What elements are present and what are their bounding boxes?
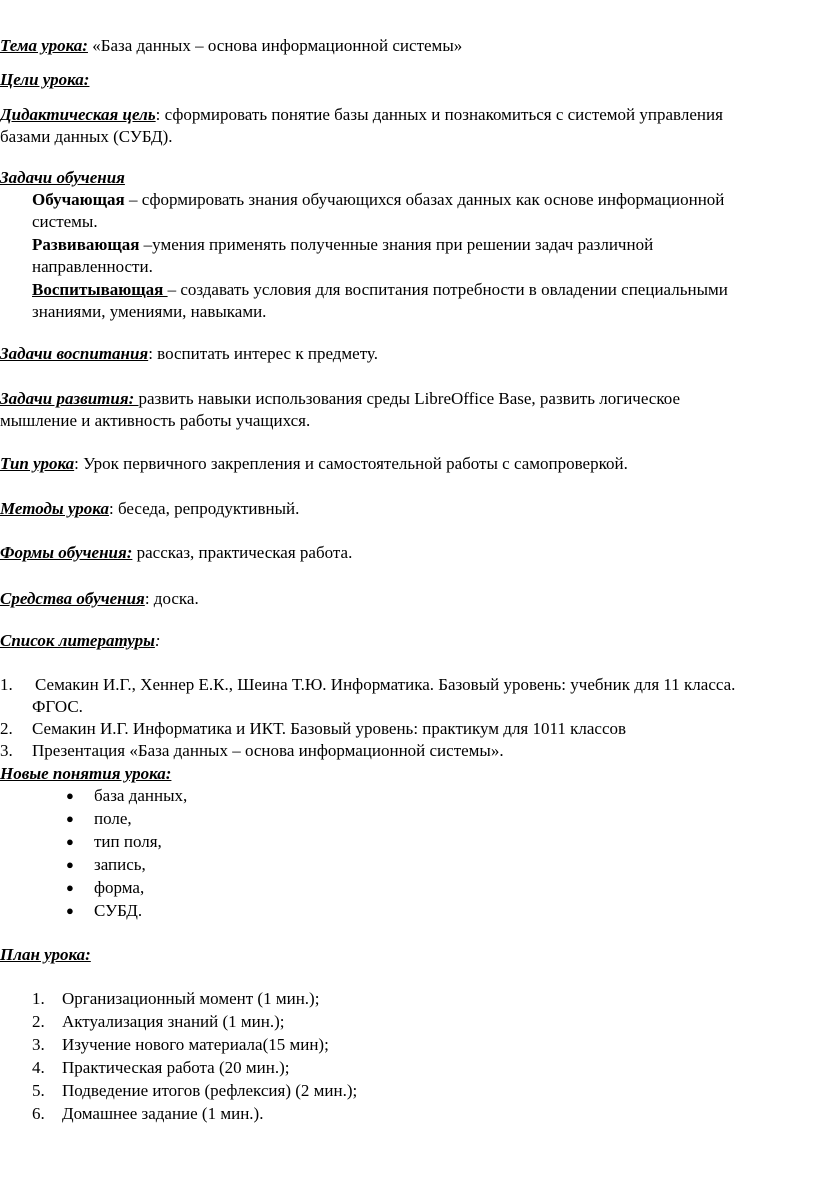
task-upbringing-line-1: [32, 280, 728, 300]
lesson-type-line: [0, 454, 628, 474]
plan-item-num: 4.: [32, 1058, 45, 1077]
task-developing-line-2: [32, 257, 153, 277]
plan-item-text: Практическая работа (20 мин.);: [62, 1058, 290, 1077]
didactic-line-1: [0, 105, 723, 125]
task-developing-title: Развивающая: [32, 235, 140, 254]
development-line-2: [0, 411, 310, 431]
concept-item: [66, 809, 132, 829]
topic-text: «База данных – основа информационной системы»: [87, 36, 463, 55]
plan-item-text: Актуализация знаний (1 мин.);: [62, 1012, 285, 1031]
plan-item-num: 2.: [32, 1012, 45, 1031]
task-teaching-line-2: [32, 212, 98, 232]
topic-line: [0, 36, 462, 56]
literature-item-1-text-2: ФГОС.: [32, 697, 83, 716]
didactic-text-2: базами данных (СУБД).: [0, 127, 173, 146]
concept-text: запись,: [94, 855, 146, 874]
concept-item: [66, 901, 142, 921]
forms-line: [0, 543, 352, 563]
development-line-1: [0, 389, 680, 409]
literature-heading: [0, 631, 161, 651]
bullet-icon: ●: [66, 811, 74, 826]
upbringing-text: : воспитать интерес к предмету.: [148, 344, 378, 363]
literature-item-2-num: 2.: [0, 719, 13, 738]
concept-text: форма,: [94, 878, 145, 897]
task-teaching-title: Обучающая: [32, 190, 125, 209]
upbringing-line: [0, 344, 378, 364]
concept-text: поле,: [94, 809, 132, 828]
bullet-icon: ●: [66, 880, 74, 895]
plan-heading: [0, 945, 91, 965]
plan-item-num: 5.: [32, 1081, 45, 1100]
task-developing-line-1: [32, 235, 653, 255]
didactic-line-2: [0, 127, 173, 147]
plan-item-num: 1.: [32, 989, 45, 1008]
tasks-heading: [0, 168, 125, 188]
methods-label: Методы урока: [0, 499, 109, 518]
development-text-2: мышление и активность работы учащихся.: [0, 411, 311, 430]
concept-item: [66, 786, 187, 806]
means-label: Средства обучения: [0, 589, 145, 608]
goals-heading: [0, 70, 89, 90]
task-upbringing-text-2: знаниями, умениями, навыками.: [32, 302, 267, 321]
concept-text: СУБД.: [94, 901, 143, 920]
task-teaching-text-1: – сформировать знания обучающихся обазах данных как основе информационной: [124, 190, 725, 209]
bullet-icon: ●: [66, 788, 74, 803]
task-teaching-text-2: системы.: [32, 212, 98, 231]
development-text-1: развить навыки использования среды LibreOffice Base, развить логическое: [138, 389, 681, 408]
methods-line: [0, 499, 299, 519]
methods-text: : беседа, репродуктивный.: [108, 499, 300, 518]
didactic-text-1: : сформировать понятие базы данных и познакомиться с системой управления: [155, 105, 723, 124]
literature-item-2-text: Семакин И.Г. Информатика и ИКТ. Базовый уровень: практикум для 1011 классов: [32, 719, 627, 738]
plan-item-num: 6.: [32, 1104, 45, 1123]
lesson-type-text: : Урок первичного закрепления и самостоятельной работы с самопроверкой.: [74, 454, 628, 473]
forms-text: рассказ, практическая работа.: [132, 543, 353, 562]
task-teaching-line-1: [32, 190, 724, 210]
goals-label: Цели урока:: [0, 70, 90, 89]
concept-item: [66, 832, 162, 852]
concept-item: [66, 878, 144, 898]
tasks-label: Задачи обучения: [0, 168, 125, 187]
literature-item-3-text: Презентация «База данных – основа информационной системы».: [32, 741, 504, 760]
concept-text: тип поля,: [94, 832, 162, 851]
literature-item-1-line-2: [32, 697, 83, 717]
plan-label: План урока:: [0, 945, 91, 964]
concept-item: [66, 855, 146, 875]
plan-item-text: Подведение итогов (рефлексия) (2 мин.);: [62, 1081, 358, 1100]
plan-item-num: 3.: [32, 1035, 45, 1054]
task-developing-text-1: –умения применять полученные знания при решении задач различной: [139, 235, 654, 254]
concepts-label: Новые понятия урока:: [0, 764, 172, 783]
plan-item-text: Домашнее задание (1 мин.).: [62, 1104, 264, 1123]
development-label: Задачи развития:: [0, 389, 139, 408]
bullet-icon: ●: [66, 903, 74, 918]
task-upbringing-line-2: [32, 302, 266, 322]
task-upbringing-title: Воспитывающая: [32, 280, 168, 299]
plan-item-text: Изучение нового материала(15 мин);: [62, 1035, 329, 1054]
means-text: : доска.: [144, 589, 199, 608]
didactic-label: Дидактическая цель: [0, 105, 156, 124]
task-upbringing-text-1: – создавать условия для воспитания потребности в овладении специальными: [167, 280, 728, 299]
concept-text: база данных,: [94, 786, 188, 805]
bullet-icon: ●: [66, 857, 74, 872]
plan-item-text: Организационный момент (1 мин.);: [62, 989, 320, 1008]
literature-item-1-text: Семакин И.Г., Хеннер Е.К., Шеина Т.Ю. Информатика. Базовый уровень: учебник для 11 класса.: [35, 675, 736, 694]
literature-colon: :: [154, 631, 161, 650]
bullet-icon: ●: [66, 834, 74, 849]
literature-item-3-num: 3.: [0, 741, 13, 760]
upbringing-label: Задачи воспитания: [0, 344, 149, 363]
means-line: [0, 589, 199, 609]
literature-item-1-num: 1.: [0, 675, 13, 694]
forms-label: Формы обучения:: [0, 543, 133, 562]
literature-label: Список литературы: [0, 631, 155, 650]
concepts-heading: [0, 764, 171, 784]
task-developing-text-2: направленности.: [32, 257, 153, 276]
lesson-type-label: Тип урока: [0, 454, 75, 473]
topic-label: Тема урока:: [0, 36, 88, 55]
